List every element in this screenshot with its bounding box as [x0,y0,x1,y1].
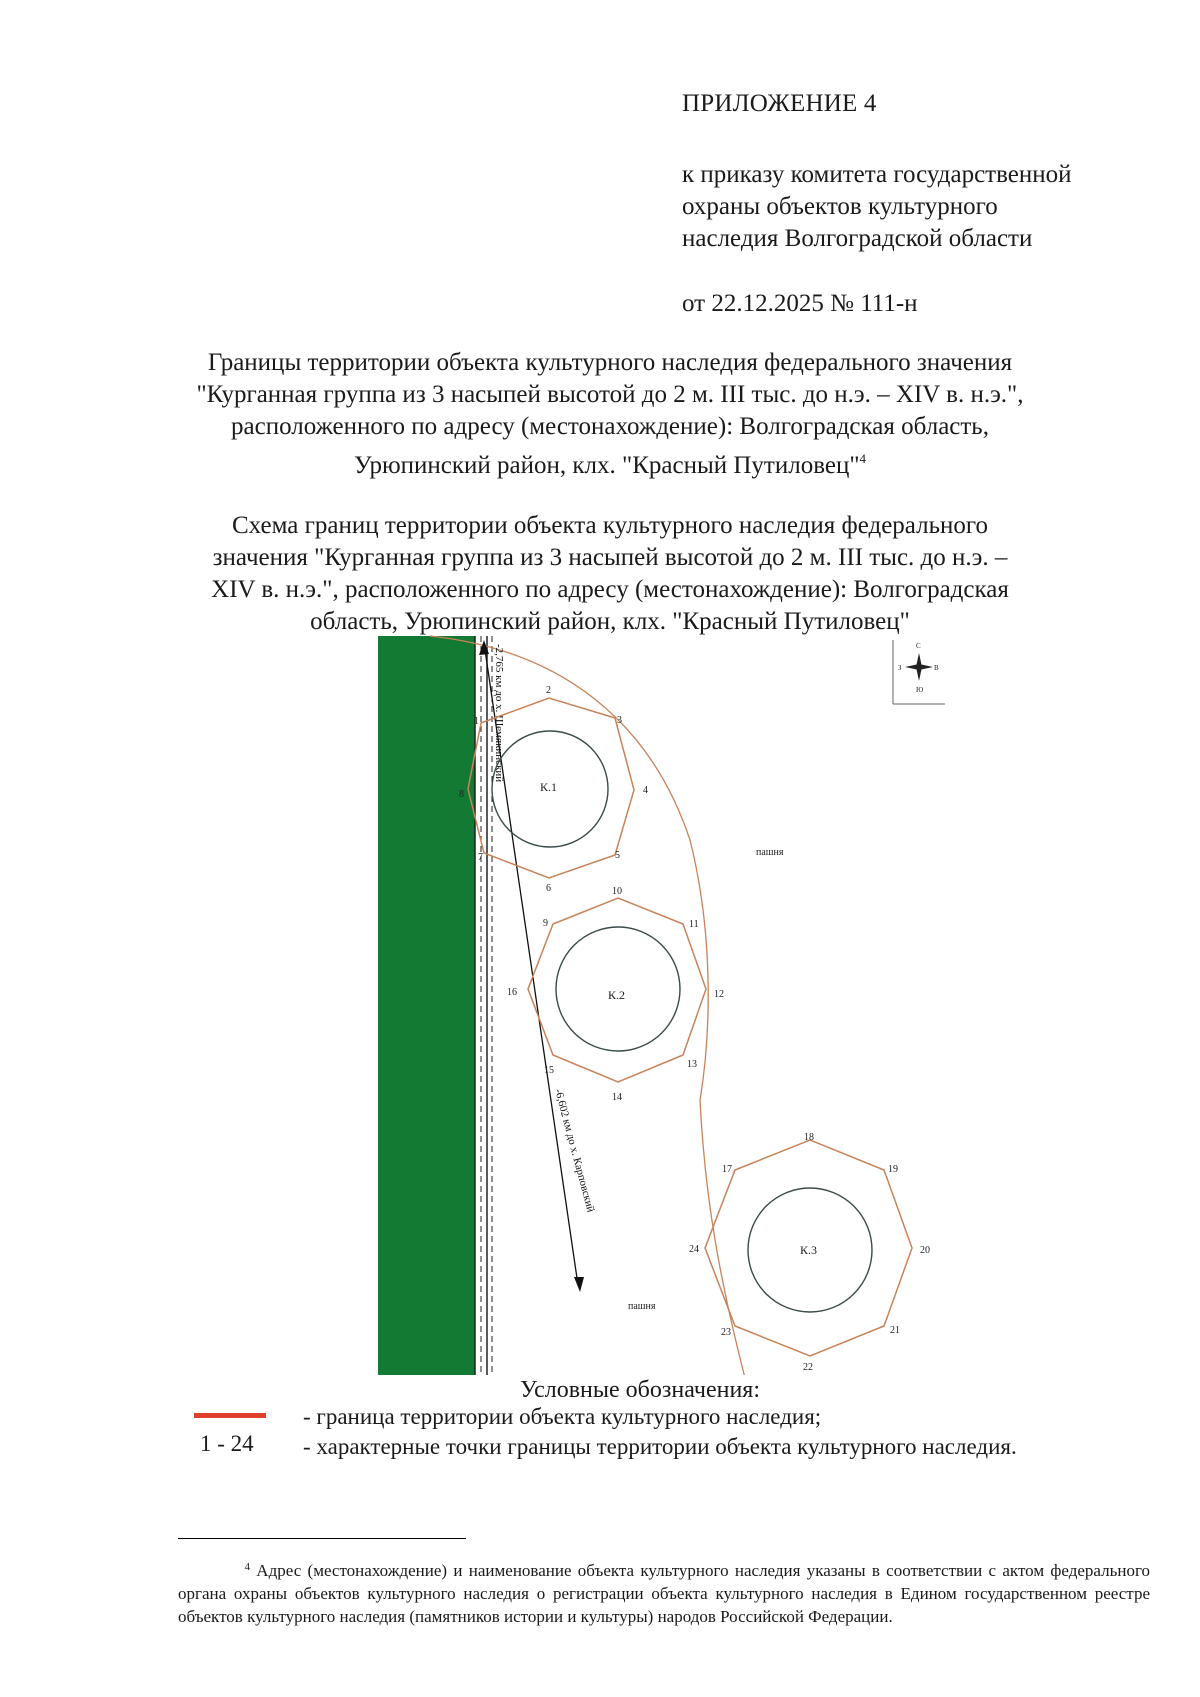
point-label: 5 [615,850,620,861]
heading-line [150,443,1070,482]
heading-line: Границы территории объекта культурного наследия федерального значения [207,349,1013,376]
point-label: 1 [474,716,479,727]
point-label: 9 [543,918,548,929]
point-label: 10 [612,886,622,897]
footnote-divider [178,1538,466,1539]
point-label: 3 [617,715,622,726]
point-label: 18 [804,1132,814,1143]
point-label: 6 [546,883,551,894]
point-label: 24 [689,1244,699,1255]
legend-boundary-text: - граница территории объекта культурного наследия; [303,1404,822,1429]
arrow-head-south [574,1277,584,1292]
point-label: 4 [643,785,648,796]
point-label: 19 [888,1164,898,1175]
distance-label-north: -2,765 км до х. Шемякинский [493,644,505,783]
point-label: 21 [890,1325,900,1336]
scheme-heading [150,510,1070,638]
field-boundary-curve [430,636,745,1375]
legend-points-range: 1 - 24 [200,1431,254,1456]
heading-line: "Курганная группа из 3 насыпей высотой до 2 м. III тыс. до н.э. – XIV в. н.э.", [196,381,1024,408]
order-reference [682,159,1162,255]
boundary-map [0,630,1200,1375]
compass-west: З [898,664,902,672]
legend-boundary-swatch [194,1413,266,1418]
scheme-line: область, Урюпинский район, клх. "Красный Путиловец" [310,608,910,635]
legend-points-text: - характерные точки границы территории объекта культурного наследия. [303,1434,1017,1459]
point-label: 12 [714,989,724,1000]
mound-3-label: К.3 [800,1243,818,1257]
point-label: 20 [920,1245,930,1256]
heading-line: расположенного по адресу (местонахождение): Волгоградская область, [231,413,989,440]
point-label: 8 [459,789,464,800]
order-line: к приказу комитета государственной [682,161,1072,188]
compass-north: С [916,642,921,650]
point-label: 22 [803,1362,813,1373]
point-label: 17 [722,1164,732,1175]
point-label: 2 [546,685,551,696]
distance-label-south: -6,602 км до х. Карповский [552,1087,597,1214]
order-date: от 22.12.2025 № 111-н [682,290,918,317]
footnote-text: Адрес (местонахождение) и наименование объекта культурного наследия указаны в соответствии с актом федерального органа охраны объектов культурного наследия о регистрации объекта культурного наследия в Едином государственном реестре объектов культурного наследия (памятников истории и культуры) народов Российской Федерации. [178,1561,1150,1626]
scheme-line: Схема границ территории объекта культурного наследия федерального [231,512,989,539]
point-label: 14 [612,1092,622,1103]
compass-icon [893,640,945,704]
point-label: 15 [544,1065,554,1076]
order-line: охраны объектов культурного [682,193,998,220]
compass-east: В [934,664,939,672]
mound-1-label: К.1 [540,780,558,794]
point-label: 7 [478,852,483,863]
mound-2-label: К.2 [608,988,626,1002]
scheme-line: XIV в. н.э.", расположенного по адресу (местонахождение): Волгоградская [211,576,1009,603]
order-line: наследия Волгоградской области [682,225,1033,252]
appendix-title: ПРИЛОЖЕНИЕ 4 [682,90,877,117]
point-label: 11 [689,919,699,930]
point-label: 13 [687,1059,697,1070]
legend-title: Условные обозначения: [519,1377,761,1403]
forest-strip [378,636,475,1375]
heading-line-text: Урюпинский район, клх. "Красный Путиловец" [353,452,860,479]
field-label-east: пашня [756,847,784,858]
document-heading [150,347,1070,482]
footnote [178,1556,1150,1628]
footnote-ref: 4 [859,451,867,466]
point-label: 23 [721,1327,731,1338]
field-label-south: пашня [628,1301,656,1312]
compass-south: Ю [916,686,924,694]
footnote-number: 4 [244,1561,250,1573]
point-label: 16 [507,987,517,998]
scheme-line: значения "Курганная группа из 3 насыпей высотой до 2 м. III тыс. до н.э. – [212,544,1008,571]
